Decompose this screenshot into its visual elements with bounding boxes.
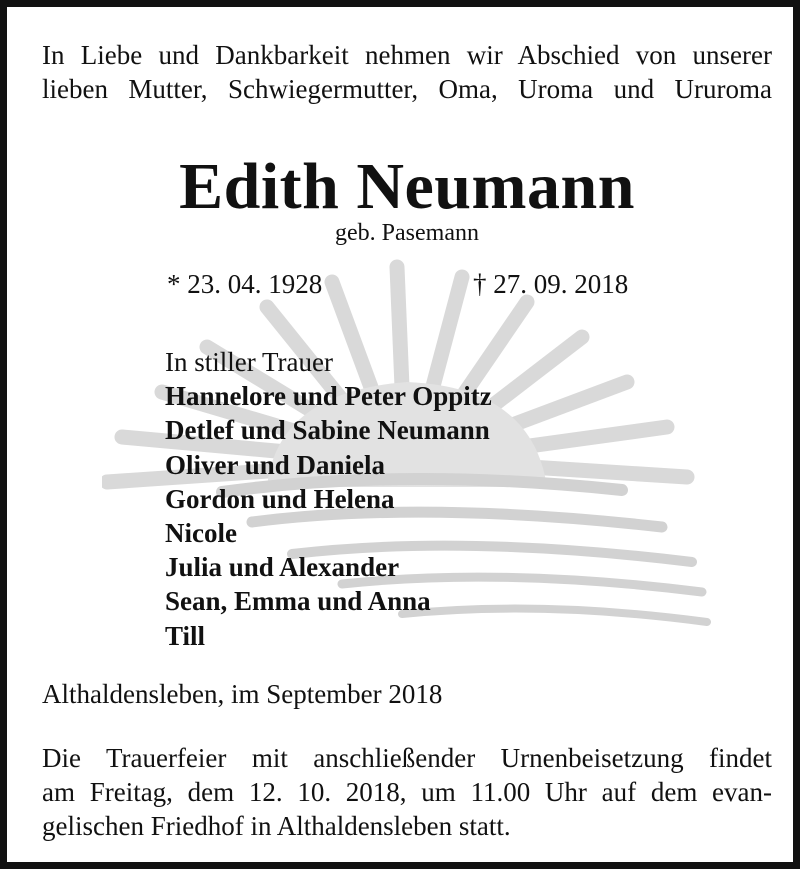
intro-text (42, 38, 772, 106)
mourner-name: Till (165, 620, 206, 651)
mourner-name: Gordon und Helena (165, 483, 395, 514)
mourner-name: Hannelore und Peter Oppitz (165, 381, 492, 412)
deceased-name: Edith Neumann (179, 150, 635, 223)
funeral-notice (42, 741, 772, 843)
funeral-notice-line: Die Trauerfeier mit anschließender Urnenbeisetzung findet (42, 743, 772, 773)
mourner-name: Oliver und Daniela (165, 449, 386, 480)
mourner-name: Julia und Alexander (165, 552, 400, 583)
intro-line: lieben Mutter, Schwiegermutter, Oma, Uroma und Ururoma (42, 74, 772, 104)
birth-date: * 23. 04. 1928 (167, 269, 323, 299)
funeral-notice-line: gelischen Friedhof in Althaldensleben statt. (42, 811, 511, 841)
mourners-list (165, 345, 492, 653)
place-and-date: Althaldensleben, im September 2018 (42, 679, 443, 709)
birth-name: geb. Pasemann (335, 220, 479, 246)
intro-line: In Liebe und Dankbarkeit nehmen wir Abschied von unserer (42, 40, 772, 70)
mourner-name: Nicole (165, 518, 237, 549)
death-date: † 27. 09. 2018 (473, 269, 629, 299)
mourner-name: Detlef und Sabine Neumann (165, 415, 490, 446)
funeral-notice-line: am Freitag, dem 12. 10. 2018, um 11.00 Uhr auf dem evan- (42, 777, 772, 807)
mourners-lead: In stiller Trauer (165, 347, 333, 377)
mourner-name: Sean, Emma und Anna (165, 586, 431, 617)
